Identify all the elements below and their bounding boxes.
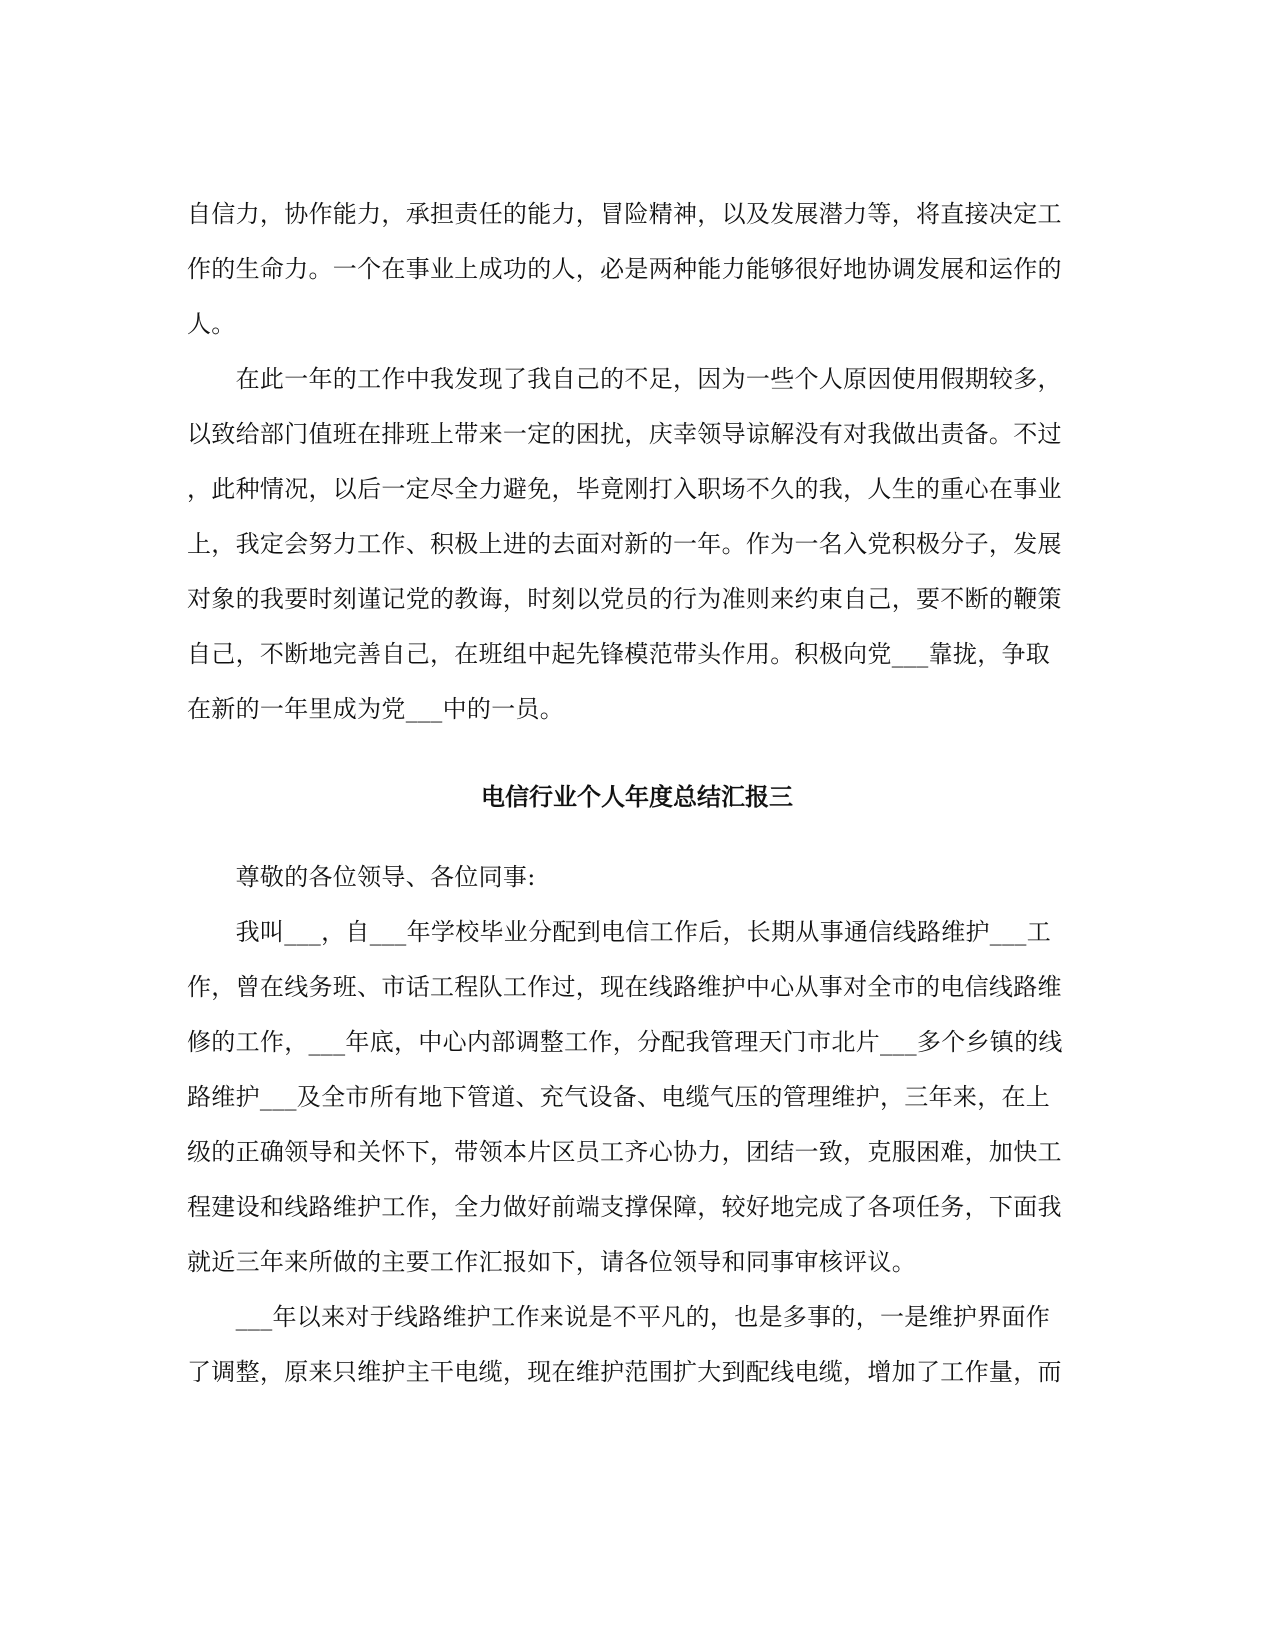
section-heading: 电信行业个人年度总结汇报三 bbox=[481, 782, 793, 811]
paragraph-line: 路维护___及全市所有地下管道、充气设备、电缆气压的管理维护，三年来，在上 bbox=[187, 1083, 1051, 1111]
paragraph-line: 作的生命力。一个在事业上成功的人，必是两种能力能够很好地协调发展和运作的 bbox=[187, 255, 1062, 283]
document-page bbox=[187, 0, 1087, 1650]
paragraph-line: ，此种情况，以后一定尽全力避免，毕竟刚打入职场不久的我，人生的重心在事业 bbox=[187, 475, 1062, 503]
paragraph-line: 人。 bbox=[187, 310, 236, 338]
paragraph-line: 自信力，协作能力，承担责任的能力，冒险精神，以及发展潜力等，将直接决定工 bbox=[187, 200, 1062, 228]
paragraph-line: 了调整，原来只维护主干电缆，现在维护范围扩大到配线电缆，增加了工作量，而 bbox=[187, 1358, 1062, 1386]
paragraph-line: 自己，不断地完善自己，在班组中起先锋模范带头作用。积极向党___靠拢，争取 bbox=[187, 640, 1051, 668]
paragraph-line: 就近三年来所做的主要工作汇报如下，请各位领导和同事审核评议。 bbox=[187, 1248, 916, 1276]
paragraph-line: 程建设和线路维护工作，全力做好前端支撑保障，较好地完成了各项任务，下面我 bbox=[187, 1193, 1062, 1221]
paragraph-line: 我叫___，自___年学校毕业分配到电信工作后，长期从事通信线路维护___工 bbox=[187, 918, 1051, 946]
paragraph-line: 级的正确领导和关怀下，带领本片区员工齐心协力，团结一致，克服困难，加快工 bbox=[187, 1138, 1062, 1166]
paragraph-line: 对象的我要时刻谨记党的教诲，时刻以党员的行为准则来约束自己，要不断的鞭策 bbox=[187, 585, 1062, 613]
paragraph-line: 修的工作，___年底，中心内部调整工作，分配我管理天门市北片___多个乡镇的线 bbox=[187, 1028, 1063, 1056]
paragraph-line: 在此一年的工作中我发现了我自己的不足，因为一些个人原因使用假期较多， bbox=[187, 365, 1062, 393]
paragraph-line: 作，曾在线务班、市话工程队工作过，现在线路维护中心从事对全市的电信线路维 bbox=[187, 973, 1062, 1001]
paragraph-line: 上，我定会努力工作、积极上进的去面对新的一年。作为一名入党积极分子，发展 bbox=[187, 530, 1062, 558]
paragraph-line: 尊敬的各位领导、各位同事: bbox=[187, 863, 536, 891]
paragraph-line: ___年以来对于线路维护工作来说是不平凡的，也是多事的，一是维护界面作 bbox=[187, 1303, 1051, 1331]
paragraph-line: 在新的一年里成为党___中的一员。 bbox=[187, 695, 565, 723]
paragraph-line: 以致给部门值班在排班上带来一定的困扰，庆幸领导谅解没有对我做出责备。不过 bbox=[187, 420, 1062, 448]
